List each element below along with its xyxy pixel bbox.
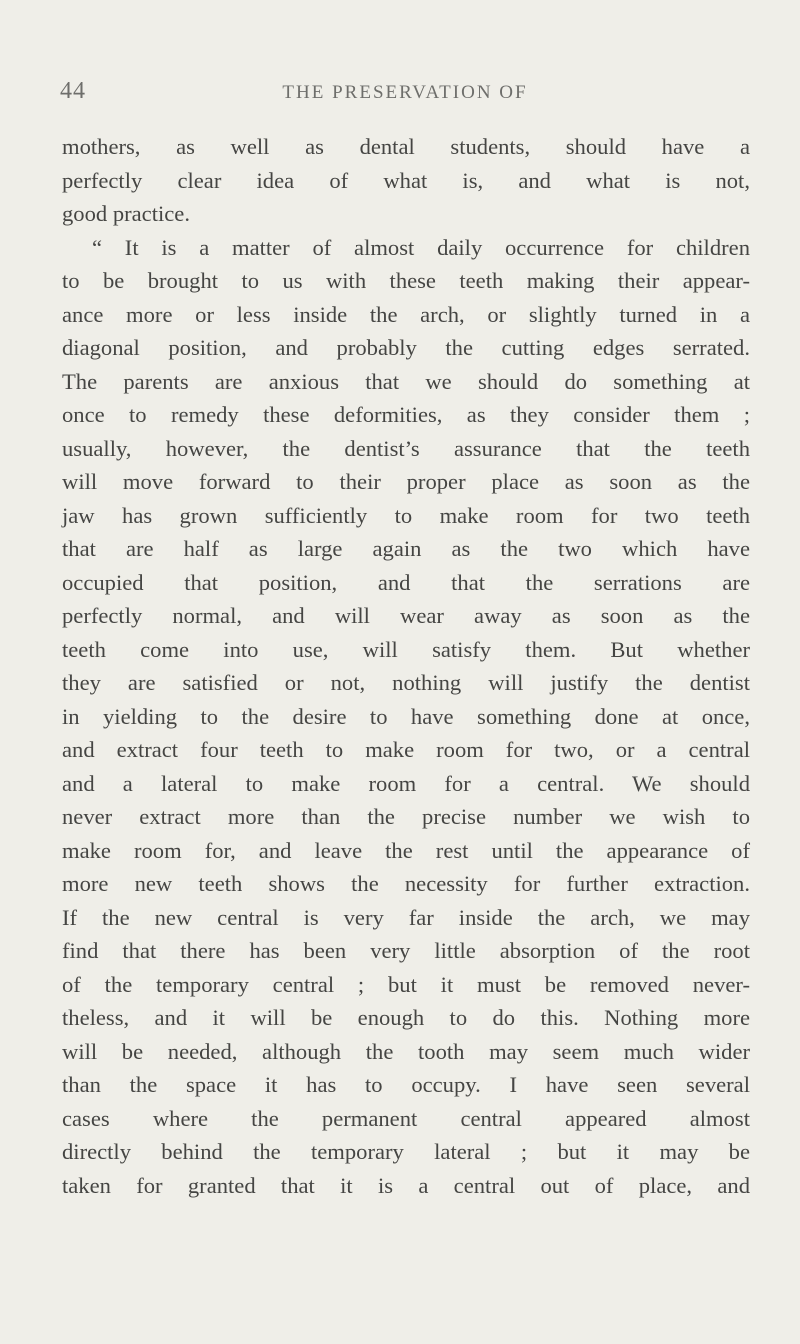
text-line: If the new central is very far inside the arch, we may	[62, 904, 750, 930]
text-line: that are half as large again as the two which have	[62, 536, 750, 561]
text-line: in yielding to the desire to have something done at once,	[62, 703, 750, 729]
text-line: find that there has been very little absorption of the root	[62, 938, 750, 963]
text-line: and a lateral to make room for a central. We should	[62, 770, 750, 796]
text-line: usually, however, the dentist’s assurance that the teeth	[62, 435, 750, 461]
text-line: mothers, as well as dental students, should have a	[62, 134, 750, 159]
text-line: to be brought to us with these teeth making their appear-	[62, 268, 750, 293]
text-line: perfectly normal, and will wear away as soon as the	[62, 603, 750, 628]
text-line: diagonal position, and probably the cutting edges serrated.	[62, 335, 750, 360]
running-title: THE PRESERVATION OF	[282, 82, 528, 103]
text-line: than the space it has to occupy. I have seen several	[62, 1072, 750, 1097]
text-line: ance more or less inside the arch, or slightly turned in a	[62, 301, 750, 327]
text-line: taken for granted that it is a central out of place, and	[62, 1172, 750, 1198]
text-line: of the temporary central ; but it must be removed never-	[62, 971, 750, 997]
page-number: 44	[60, 78, 86, 104]
text-line: theless, and it will be enough to do this. Nothing more	[62, 1005, 750, 1030]
text-line: they are satisfied or not, nothing will justify the dentist	[62, 670, 750, 695]
text-line: make room for, and leave the rest until the appearance of	[62, 837, 750, 863]
text-line: never extract more than the precise number we wish to	[62, 804, 750, 829]
text-line: will be needed, although the tooth may seem much wider	[62, 1038, 750, 1064]
text-line: jaw has grown sufficiently to make room for two teeth	[62, 502, 750, 528]
text-line: perfectly clear idea of what is, and what is not,	[62, 167, 750, 193]
text-line: teeth come into use, will satisfy them. But whether	[62, 636, 750, 662]
text-line: The parents are anxious that we should do something at	[62, 368, 750, 394]
body-text	[62, 130, 750, 1202]
text-line: once to remedy these deformities, as they consider them ;	[62, 402, 750, 427]
text-line: directly behind the temporary lateral ; but it may be	[62, 1139, 750, 1164]
text-line: and extract four teeth to make room for two, or a central	[62, 737, 750, 762]
text-line: occupied that position, and that the serrations are	[62, 569, 750, 595]
text-line: more new teeth shows the necessity for further extraction.	[62, 871, 750, 896]
text-line: good practice.	[62, 201, 190, 226]
text-line: “ It is a matter of almost daily occurrence for children	[92, 234, 750, 260]
text-line: will move forward to their proper place as soon as the	[62, 469, 750, 494]
running-header	[60, 78, 750, 108]
text-line: cases where the permanent central appeared almost	[62, 1105, 750, 1131]
